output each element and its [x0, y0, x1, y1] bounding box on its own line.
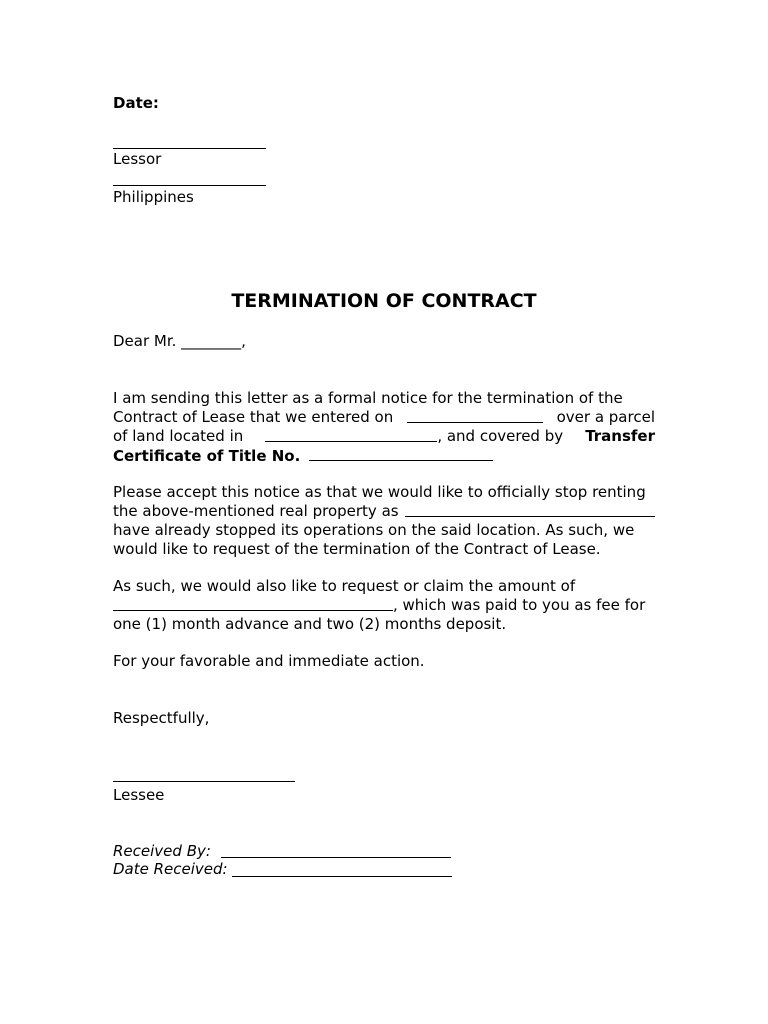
- address-blank: [113, 185, 266, 186]
- p3-line-3: one (1) month advance and two (2) months deposit.: [113, 615, 507, 633]
- date-received-label: Date Received:: [113, 860, 228, 878]
- country-text: Philippines: [113, 188, 194, 206]
- paragraph-2: [113, 483, 655, 559]
- p2-line-2: the above-mentioned real property as: [113, 502, 655, 521]
- date-label: Date:: [113, 94, 159, 112]
- p1-line-4: Certificate of Title No.: [113, 446, 655, 466]
- p2-line-1: Please accept this notice as that we would like to officially stop renting: [113, 483, 646, 501]
- paragraph-1: [113, 389, 655, 466]
- p1-line-1: I am sending this letter as a formal notice for the termination of the: [113, 389, 623, 407]
- amount-blank: [113, 596, 393, 611]
- salutation: Dear Mr. ________,: [113, 332, 246, 350]
- p1-line-2: Contract of Lease that we entered on over a parcel: [113, 408, 655, 426]
- paragraph-4: For your favorable and immediate action.: [113, 652, 425, 670]
- received-by-blank: [221, 857, 451, 858]
- title-number-blank: [309, 446, 493, 461]
- signature-line: [113, 781, 295, 782]
- p1-line-3: of land located in , and covered by Transfer: [113, 427, 655, 445]
- p2-line-4: would like to request of the termination of the Contract of Lease.: [113, 540, 601, 558]
- document-title: TERMINATION OF CONTRACT: [231, 290, 537, 312]
- received-by-label: Received By:: [113, 842, 211, 860]
- lease-date-blank: [407, 408, 543, 423]
- p3-line-2: , which was paid to you as fee for: [113, 596, 655, 615]
- p2-line-3: have already stopped its operations on the said location. As such, we: [113, 521, 635, 539]
- paragraph-3: [113, 577, 655, 634]
- property-use-blank: [405, 502, 655, 517]
- lessor-label: Lessor: [113, 150, 162, 168]
- land-location-blank: [265, 427, 437, 442]
- lessor-name-blank: [113, 148, 266, 149]
- date-received-blank: [232, 876, 452, 877]
- lessee-label: Lessee: [113, 786, 165, 804]
- closing: Respectfully,: [113, 709, 210, 727]
- p3-line-1: As such, we would also like to request or claim the amount of: [113, 577, 576, 595]
